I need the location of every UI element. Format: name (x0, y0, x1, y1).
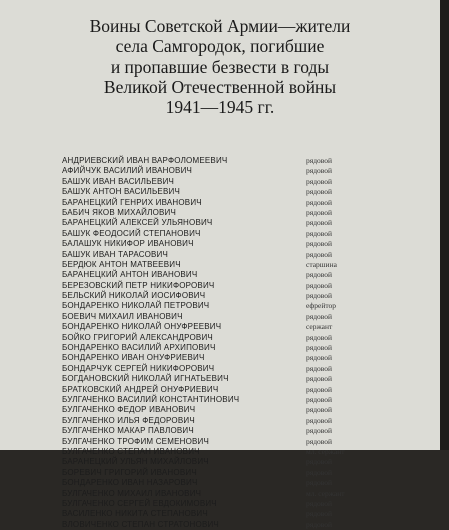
list-item (62, 270, 392, 280)
soldier-name: БУЛГАЧЕНКО СТЕПАН ИВАНОВИЧ (62, 446, 200, 456)
list-item (62, 208, 392, 218)
soldier-name: БЕРДЮК АНТОН МАТВЕЕВИЧ (62, 259, 181, 269)
list-item (62, 281, 392, 291)
list-item (62, 187, 392, 197)
soldier-rank: рядовой (306, 311, 333, 321)
soldier-rank: рядовой (306, 156, 333, 165)
list-item (62, 374, 392, 384)
soldier-rank: рядовой (306, 384, 333, 394)
soldier-rank: рядовой (306, 280, 333, 290)
soldier-rank: мл. сержант (306, 488, 345, 498)
soldier-rank: рядовой (306, 374, 333, 384)
list-item (62, 353, 392, 363)
soldier-rank: рядовой (306, 187, 333, 197)
list-item (62, 426, 392, 436)
list-item (62, 260, 392, 270)
soldier-name: БАЛАШУК НИКИФОР ИВАНОВИЧ (62, 239, 194, 249)
soldier-rank: рядовой (306, 415, 333, 425)
soldier-name: БОНДАРЕНКО ИВАН ОНУФРИЕВИЧ (62, 353, 205, 363)
soldier-name: ВЛОВИЧЕНКО СТЕПАН СТРАТОНОВИЧ (62, 519, 219, 529)
list-item (62, 478, 392, 488)
soldier-name: БОНДАРЕНКО НИКОЛАЙ ОНУФРЕЕВИЧ (62, 322, 222, 332)
page-title (40, 16, 400, 117)
soldier-rank: рядовой (306, 176, 333, 186)
list-item (62, 198, 392, 208)
list-item (62, 301, 392, 311)
soldier-name: БАРАНЕЦКИЙ ГЕНРИХ ИВАНОВИЧ (62, 197, 202, 207)
soldier-name: БАШУК АНТОН ВАСИЛЬЕВИЧ (62, 187, 180, 197)
soldier-name: БОЕВИЧ МИХАИЛ ИВАНОВИЧ (62, 311, 183, 321)
memorial-list (62, 156, 392, 530)
soldier-name: БУЛГАЧЕНКО МИХАИЛ ИВАНОВИЧ (62, 488, 202, 498)
list-item (62, 457, 392, 467)
list-item (62, 509, 392, 519)
list-item (62, 218, 392, 228)
soldier-rank: сержант (306, 322, 333, 332)
soldier-rank: старшина (306, 259, 337, 269)
soldier-rank: рядовой (306, 332, 333, 342)
list-item (62, 385, 392, 395)
title-line: села Самгородок, погибшие (115, 36, 325, 57)
soldier-rank: рядовой (306, 467, 333, 477)
soldier-name: БАРАНЕЦКИЙ УЛЬЯН МИХАЙЛОВИЧ (62, 457, 209, 467)
list-item (62, 156, 392, 166)
soldier-name: БАРАНЕЦКИЙ АНТОН ИВАНОВИЧ (62, 270, 198, 280)
soldier-rank: рядовой (306, 509, 333, 519)
soldier-rank: рядовой (306, 405, 333, 415)
soldier-rank: рядовой (306, 353, 333, 363)
soldier-rank: рядовой (306, 197, 333, 207)
list-item (62, 250, 392, 260)
soldier-rank: рядовой (306, 249, 333, 259)
soldier-rank: рядовой (306, 218, 333, 228)
soldier-name: БАШУК ИВАН ВАСИЛЬЕВИЧ (62, 176, 175, 186)
title-line: Великой Отечественной войны (103, 76, 337, 97)
soldier-name: БАШУК ИВАН ТАРАСОВИЧ (62, 249, 169, 259)
soldier-name: БУЛГАЧЕНКО ВАСИЛИЙ КОНСТАНТИНОВИЧ (62, 394, 240, 404)
list-item (62, 239, 392, 249)
soldier-rank: рядовой (306, 343, 333, 353)
list-item (62, 520, 392, 530)
soldier-rank: рядовой (306, 426, 333, 436)
list-item (62, 447, 392, 457)
book-edge (440, 0, 449, 450)
soldier-rank: рядовой (306, 498, 333, 508)
soldier-name: БАБИЧ ЯКОВ МИХАЙЛОВИЧ (62, 207, 177, 217)
soldier-rank: рядовой (306, 166, 333, 176)
soldier-name: БОНДАРЕНКО НИКОЛАЙ ПЕТРОВИЧ (62, 301, 210, 311)
soldier-rank: рядовой (306, 239, 333, 249)
list-item (62, 343, 392, 353)
soldier-name: БОНДАРЕНКО ВАСИЛИЙ АРХИПОВИЧ (62, 343, 216, 353)
soldier-name: БЕЛЬСКИЙ НИКОЛАЙ ИОСИФОВИЧ (62, 291, 206, 301)
soldier-name: БУЛГАЧЕНКО ТРОФИМ СЕМЕНОВИЧ (62, 436, 210, 446)
list-item (62, 405, 392, 415)
title-line: Воины Советской Армии—жители (89, 16, 351, 36)
soldier-name: БУЛГАЧЕНКО МАКАР ПАВЛОВИЧ (62, 426, 194, 436)
list-item (62, 312, 392, 322)
soldier-name: БАРАНЕЦКИЙ АЛЕКСЕЙ УЛЬЯНОВИЧ (62, 218, 213, 228)
soldier-rank: ефрейтор (306, 301, 337, 311)
soldier-name: БУЛГАЧЕНКО ФЕДОР ИВАНОВИЧ (62, 405, 196, 415)
list-item (62, 291, 392, 301)
list-item (62, 437, 392, 447)
list-item (62, 364, 392, 374)
soldier-name: БЕРЕЗОВСКИЙ ПЕТР НИКИФОРОВИЧ (62, 280, 215, 290)
list-item (62, 416, 392, 426)
list-item (62, 177, 392, 187)
soldier-name: БУЛГАЧЕНКО ИЛЬЯ ФЕДОРОВИЧ (62, 415, 195, 425)
title-line: и пропавшие безвести в годы (110, 56, 330, 77)
soldier-rank: рядовой (306, 519, 333, 529)
soldier-rank: рядовой (306, 436, 333, 446)
soldier-rank: рядовой (306, 478, 333, 488)
soldier-rank: рядовой (306, 457, 333, 467)
soldier-name: БОГДАНОВСКИЙ НИКОЛАЙ ИГНАТЬЕВИЧ (62, 374, 229, 384)
soldier-rank: рядовой (306, 363, 333, 373)
list-item (62, 499, 392, 509)
soldier-name: БОРЕВИЧ ГРИГОРИЙ ИВАНОВИЧ (62, 467, 197, 477)
list-item (62, 489, 392, 499)
list-item (62, 395, 392, 405)
soldier-rank: мл. сержант (306, 446, 345, 456)
soldier-rank: рядовой (306, 270, 333, 280)
soldier-rank: рядовой (306, 394, 333, 404)
list-item (62, 468, 392, 478)
soldier-name: БАШУК ФЕОДОСИЙ СТЕПАНОВИЧ (62, 228, 201, 238)
soldier-name: АФИЙЧУК ВАСИЛИЙ ИВАНОВИЧ (62, 166, 193, 176)
title-line: 1941—1945 гг. (165, 97, 275, 118)
list-item (62, 166, 392, 176)
soldier-rank: рядовой (306, 228, 333, 238)
soldier-rank: рядовой (306, 207, 333, 217)
soldier-name: БОНДАРЧУК СЕРГЕЙ НИКИФОРОВИЧ (62, 363, 215, 373)
soldier-name: БРАТКОВСКИЙ АНДРЕЙ ОНУФРИЕВИЧ (62, 384, 219, 394)
soldier-name: БУЛГАЧЕНКО СЕРГЕЙ ЕВДОКИМОВИЧ (62, 498, 217, 508)
soldier-name: БОЙКО ГРИГОРИЙ АЛЕКСАНДРОВИЧ (62, 332, 213, 342)
soldier-name: ВАСИЛЕНКО НИКИТА СТЕПАНОВИЧ (62, 509, 208, 519)
list-item (62, 229, 392, 239)
soldier-rank: рядовой (306, 291, 333, 301)
list-item (62, 333, 392, 343)
soldier-name: БОНДАРЕНКО ИВАН НАЗАРОВИЧ (62, 478, 198, 488)
soldier-name: АНДРИЕВСКИЙ ИВАН ВАРФОЛОМЕЕВИЧ (62, 156, 228, 165)
list-item (62, 322, 392, 332)
